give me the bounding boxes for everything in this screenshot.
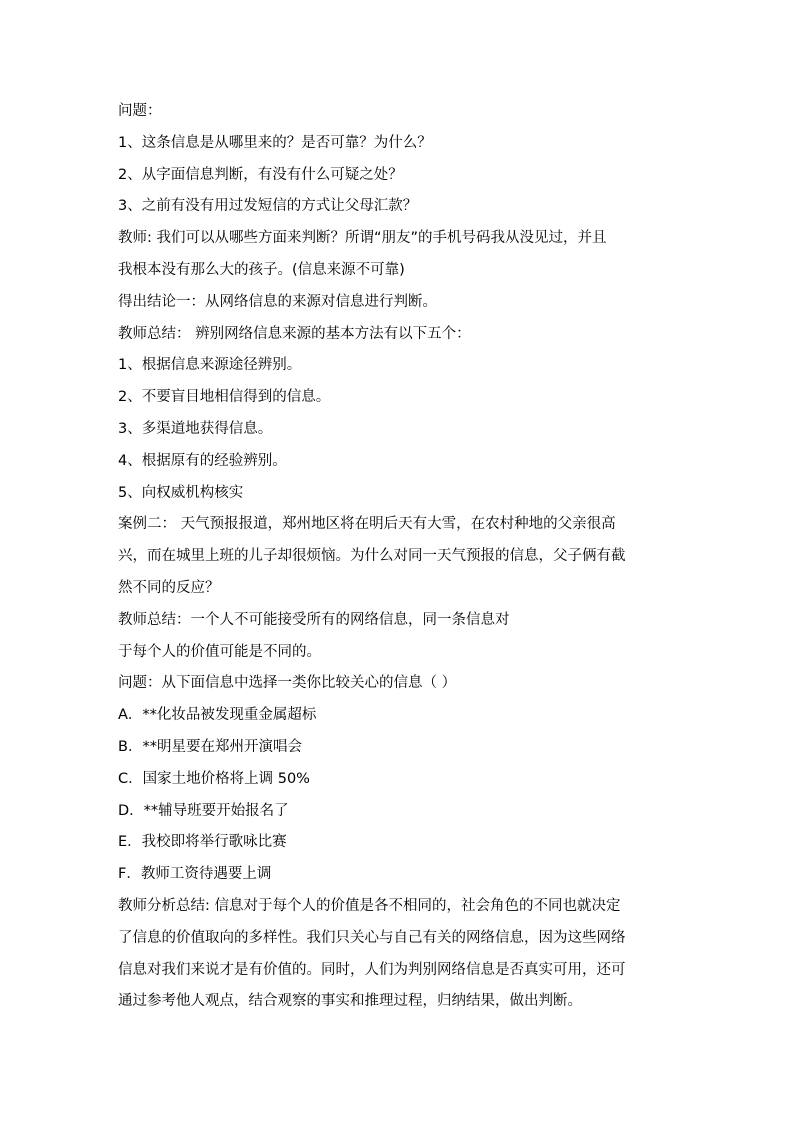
document-body [118, 96, 684, 1018]
option-d: D．**辅导班要开始报名了 [118, 802, 289, 819]
analysis-line-4: 通过参考他人观点，结合观察的事实和推理过程，归纳结果，做出判断。 [118, 993, 582, 1010]
teacher-line-2: 我根本没有那么大的孩子。(信息来源不可靠) [118, 261, 405, 278]
option-f: F．教师工资待遇要上调 [118, 866, 272, 883]
teacher-summary-line-1: 教师总结：一个人不可能接受所有的网络信息，同一条信息对 [118, 611, 510, 628]
method-item-3: 3、多渠道地获得信息。 [118, 420, 273, 437]
teacher-line-1: 教师: 我们可以从哪些方面来判断？所谓“朋友”的手机号码我从没见过，并且 [118, 230, 607, 247]
option-b: B．**明星要在郑州开演唱会 [118, 738, 302, 755]
option-c: C．国家土地价格将上调 50% [118, 770, 310, 787]
case-two-line-2: 兴，而在城里上班的儿子却很烦恼。为什么对同一天气预报的信息，父子俩有截 [118, 548, 626, 565]
analysis-line-2: 了信息的价值取向的多样性。我们只关心与自己有关的网络信息，因为这些网络 [118, 929, 626, 946]
question-item-1: 1、这条信息是从哪里来的？是否可靠？为什么？ [118, 134, 432, 151]
choice-question: 问题：从下面信息中选择一类你比较关心的信息（ ） [118, 675, 457, 692]
analysis-line-1: 教师分析总结: 信息对于每个人的价值是各不相同的，社会角色的不同也就决定 [118, 897, 621, 914]
question-item-2: 2、从字面信息判断，有没有什么可疑之处？ [118, 166, 403, 183]
conclusion-one: 得出结论一：从网络信息的来源对信息进行判断。 [118, 293, 437, 310]
case-two-line-3: 然不同的反应？ [118, 579, 220, 596]
method-item-4: 4、根据原有的经验辨别。 [118, 452, 287, 469]
case-two-line-1: 案例二： 天气预报报道，郑州地区将在明后天有大雪，在农村种地的父亲很高 [118, 516, 616, 533]
teacher-summary-line-2: 于每个人的价值可能是不同的。 [118, 643, 321, 660]
analysis-line-3: 信息对我们来说才是有价值的。同时，人们为判别网络信息是否真实可用，还可 [118, 961, 626, 978]
option-a: A．**化妆品被发现重金属超标 [118, 707, 317, 724]
method-item-1: 1、根据信息来源途径辨别。 [118, 357, 302, 374]
method-item-2: 2、不要盲目地相信得到的信息。 [118, 389, 331, 406]
question-heading: 问题： [118, 103, 162, 119]
teacher-summary-heading: 教师总结： 辨别网络信息来源的基本方法有以下五个： [118, 325, 471, 342]
method-item-5: 5、向权威机构核实 [118, 484, 244, 501]
option-e: E．我校即将举行歌咏比赛 [118, 834, 287, 851]
question-item-3: 3、之前有没有用过发短信的方式让父母汇款？ [118, 198, 418, 215]
